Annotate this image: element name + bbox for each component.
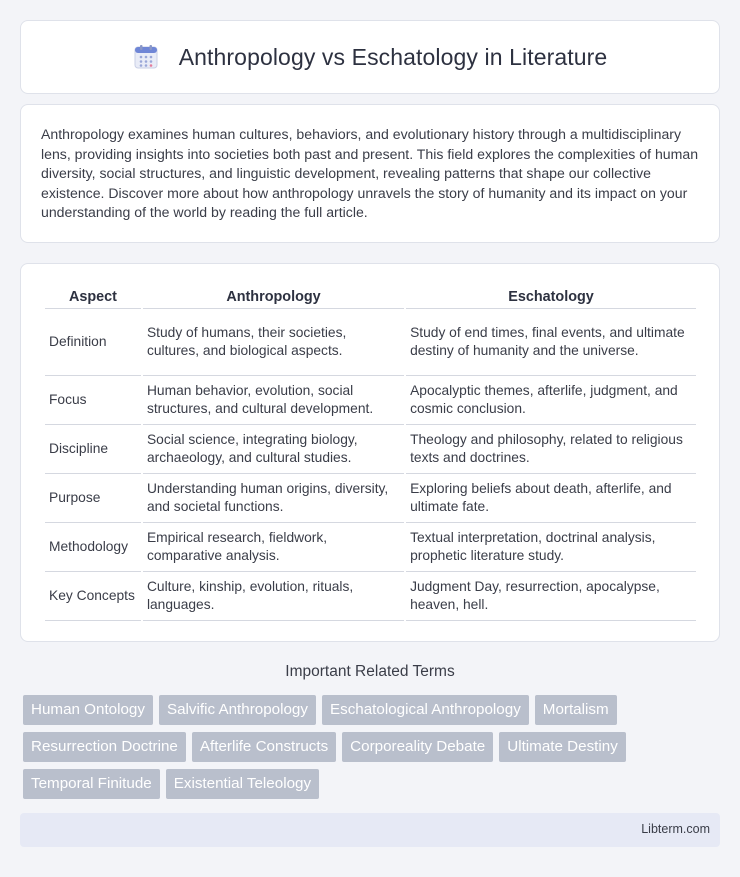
- table-row: [45, 474, 696, 523]
- row-aspect: Methodology: [45, 523, 141, 572]
- related-terms-list: [23, 695, 723, 799]
- row-aspect: Focus: [45, 376, 141, 425]
- table-row: [45, 425, 696, 474]
- header-card: [20, 20, 720, 94]
- row-anthropology: Culture, kinship, evolution, rituals, languages.: [143, 572, 404, 621]
- row-eschatology: Study of end times, final events, and ultimate destiny of humanity and the universe.: [406, 309, 696, 376]
- comparison-table-card: [20, 263, 720, 642]
- row-eschatology: Apocalyptic themes, afterlife, judgment, and cosmic conclusion.: [406, 376, 696, 425]
- row-aspect: Discipline: [45, 425, 141, 474]
- footer: [20, 813, 720, 847]
- intro-card: [20, 104, 720, 243]
- header-aspect: Aspect: [45, 284, 141, 309]
- related-terms-title: Important Related Terms: [285, 663, 455, 680]
- row-eschatology: Theology and philosophy, related to religious texts and doctrines.: [406, 425, 696, 474]
- table-row: [45, 523, 696, 572]
- header-eschatology: Eschatology: [406, 284, 696, 309]
- related-term-tag[interactable]: Afterlife Constructs: [192, 732, 336, 762]
- footer-site-link[interactable]: Libterm.com: [641, 822, 710, 836]
- table-header-row: [45, 284, 696, 309]
- row-aspect: Definition: [45, 309, 141, 376]
- table-row: [45, 572, 696, 621]
- related-term-tag[interactable]: Existential Teleology: [166, 769, 319, 799]
- row-aspect: Purpose: [45, 474, 141, 523]
- row-anthropology: Social science, integrating biology, archaeology, and cultural studies.: [143, 425, 404, 474]
- related-term-tag[interactable]: Corporeality Debate: [342, 732, 493, 762]
- table-row: [45, 309, 696, 376]
- related-term-tag[interactable]: Mortalism: [535, 695, 617, 725]
- header-anthropology: Anthropology: [143, 284, 404, 309]
- row-anthropology: Human behavior, evolution, social structures, and cultural development.: [143, 376, 404, 425]
- related-term-tag[interactable]: Ultimate Destiny: [499, 732, 626, 762]
- row-eschatology: Judgment Day, resurrection, apocalypse, heaven, hell.: [406, 572, 696, 621]
- row-eschatology: Exploring beliefs about death, afterlife, and ultimate fate.: [406, 474, 696, 523]
- row-anthropology: Empirical research, fieldwork, comparative analysis.: [143, 523, 404, 572]
- related-term-tag[interactable]: Resurrection Doctrine: [23, 732, 186, 762]
- table-row: [45, 376, 696, 425]
- comparison-table: [43, 284, 698, 621]
- related-term-tag[interactable]: Temporal Finitude: [23, 769, 160, 799]
- intro-paragraph: Anthropology examines human cultures, behaviors, and evolutionary history through a multidisciplinary lens, providing insights into societies both past and present. This field explores the complexities of human diversity, social structures, and linguistic development, revealing patterns that shape our collective existence. Discover more about how anthropology unravels the story of humanity and its impact on your understanding of the world by reading the full article.: [41, 126, 699, 221]
- calendar-icon: [133, 44, 159, 70]
- row-anthropology: Study of humans, their societies, cultures, and biological aspects.: [143, 309, 404, 376]
- related-term-tag[interactable]: Salvific Anthropology: [159, 695, 316, 725]
- related-term-tag[interactable]: Eschatological Anthropology: [322, 695, 529, 725]
- row-aspect: Key Concepts: [45, 572, 141, 621]
- row-eschatology: Textual interpretation, doctrinal analysis, prophetic literature study.: [406, 523, 696, 572]
- related-term-tag[interactable]: Human Ontology: [23, 695, 153, 725]
- page-title: Anthropology vs Eschatology in Literature: [178, 43, 608, 70]
- row-anthropology: Understanding human origins, diversity, and societal functions.: [143, 474, 404, 523]
